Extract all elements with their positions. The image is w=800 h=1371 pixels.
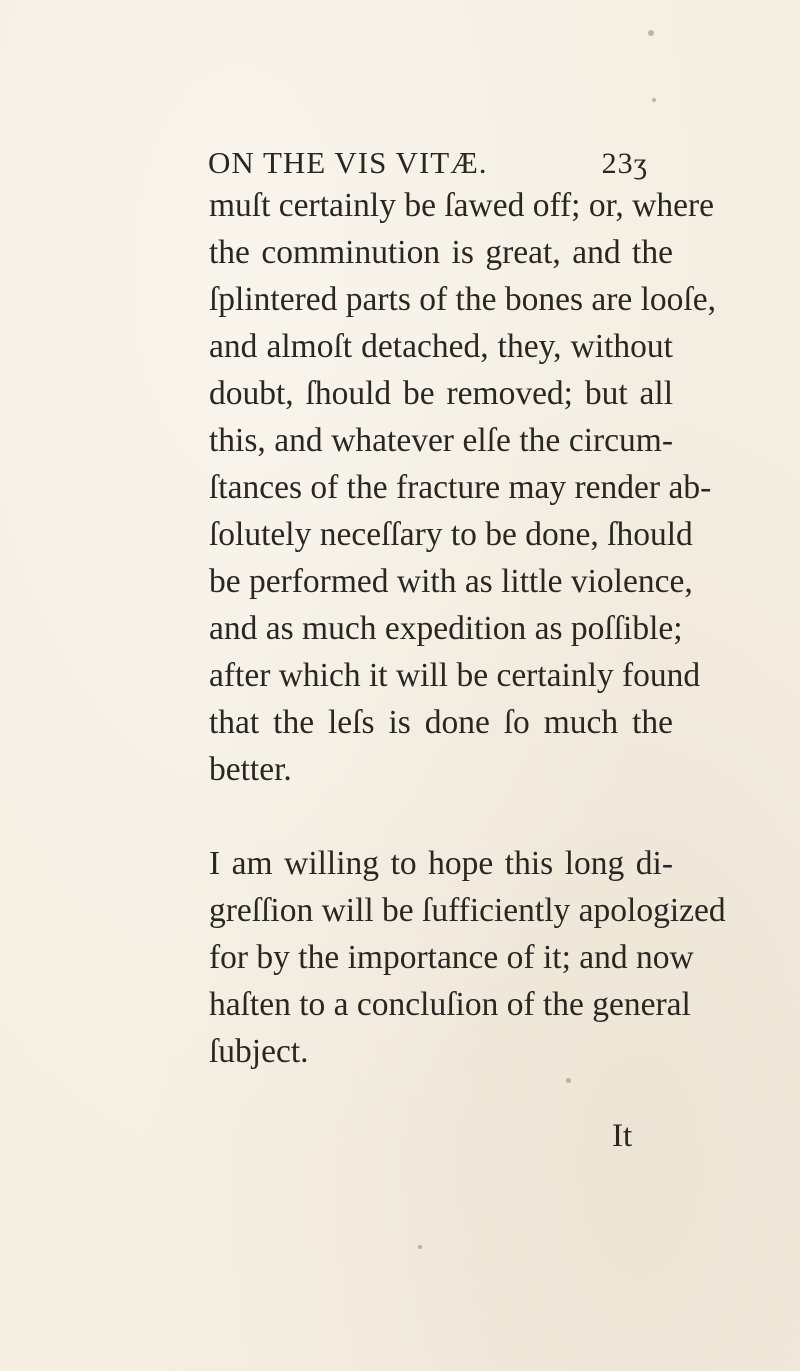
running-head-title: ON THE VIS VITÆ. — [208, 145, 488, 180]
text-line: the comminution is great, and the — [209, 234, 673, 271]
text-line: for by the importance of it; and now — [209, 939, 694, 976]
body-text — [209, 182, 726, 1075]
paper-speck — [648, 30, 654, 36]
text-line: haſten to a concluſion of the general — [209, 986, 691, 1023]
paper-speck — [418, 1245, 422, 1249]
paragraph-gap — [209, 793, 673, 840]
text-line: doubt, ſhould be removed; but all — [209, 375, 673, 412]
text-line: after which it will be certainly found — [209, 657, 701, 694]
text-line: ſubject. — [209, 1033, 309, 1070]
paper-speck — [566, 1078, 571, 1083]
text-line: this, and whatever elſe the circum- — [209, 422, 673, 459]
paragraph-1 — [209, 182, 716, 793]
text-line: be performed with as little violence, — [209, 563, 693, 600]
text-line: muſt certainly be ſawed off; or, where — [209, 187, 715, 224]
text-line: ſplintered parts of the bones are looſe, — [209, 281, 716, 318]
text-line: and as much expedition as poſſible; — [209, 610, 683, 647]
paper-speck — [652, 98, 656, 102]
text-line: better. — [209, 751, 292, 788]
text-line: and almoſt detached, they, without — [209, 328, 673, 365]
catchword: It — [612, 1118, 633, 1154]
paragraph-2 — [209, 840, 726, 1075]
text-line: ſtances of the fracture may render ab- — [209, 469, 712, 506]
text-line: that the leſs is done ſo much the — [209, 704, 673, 741]
text-line: I am willing to hope this long di- — [209, 845, 673, 882]
page-number: 23ʒ — [601, 147, 648, 180]
running-head — [208, 145, 648, 185]
text-line: greſſion will be ſufficiently apologized — [209, 892, 726, 929]
text-line: ſolutely neceſſary to be done, ſhould — [209, 516, 693, 553]
